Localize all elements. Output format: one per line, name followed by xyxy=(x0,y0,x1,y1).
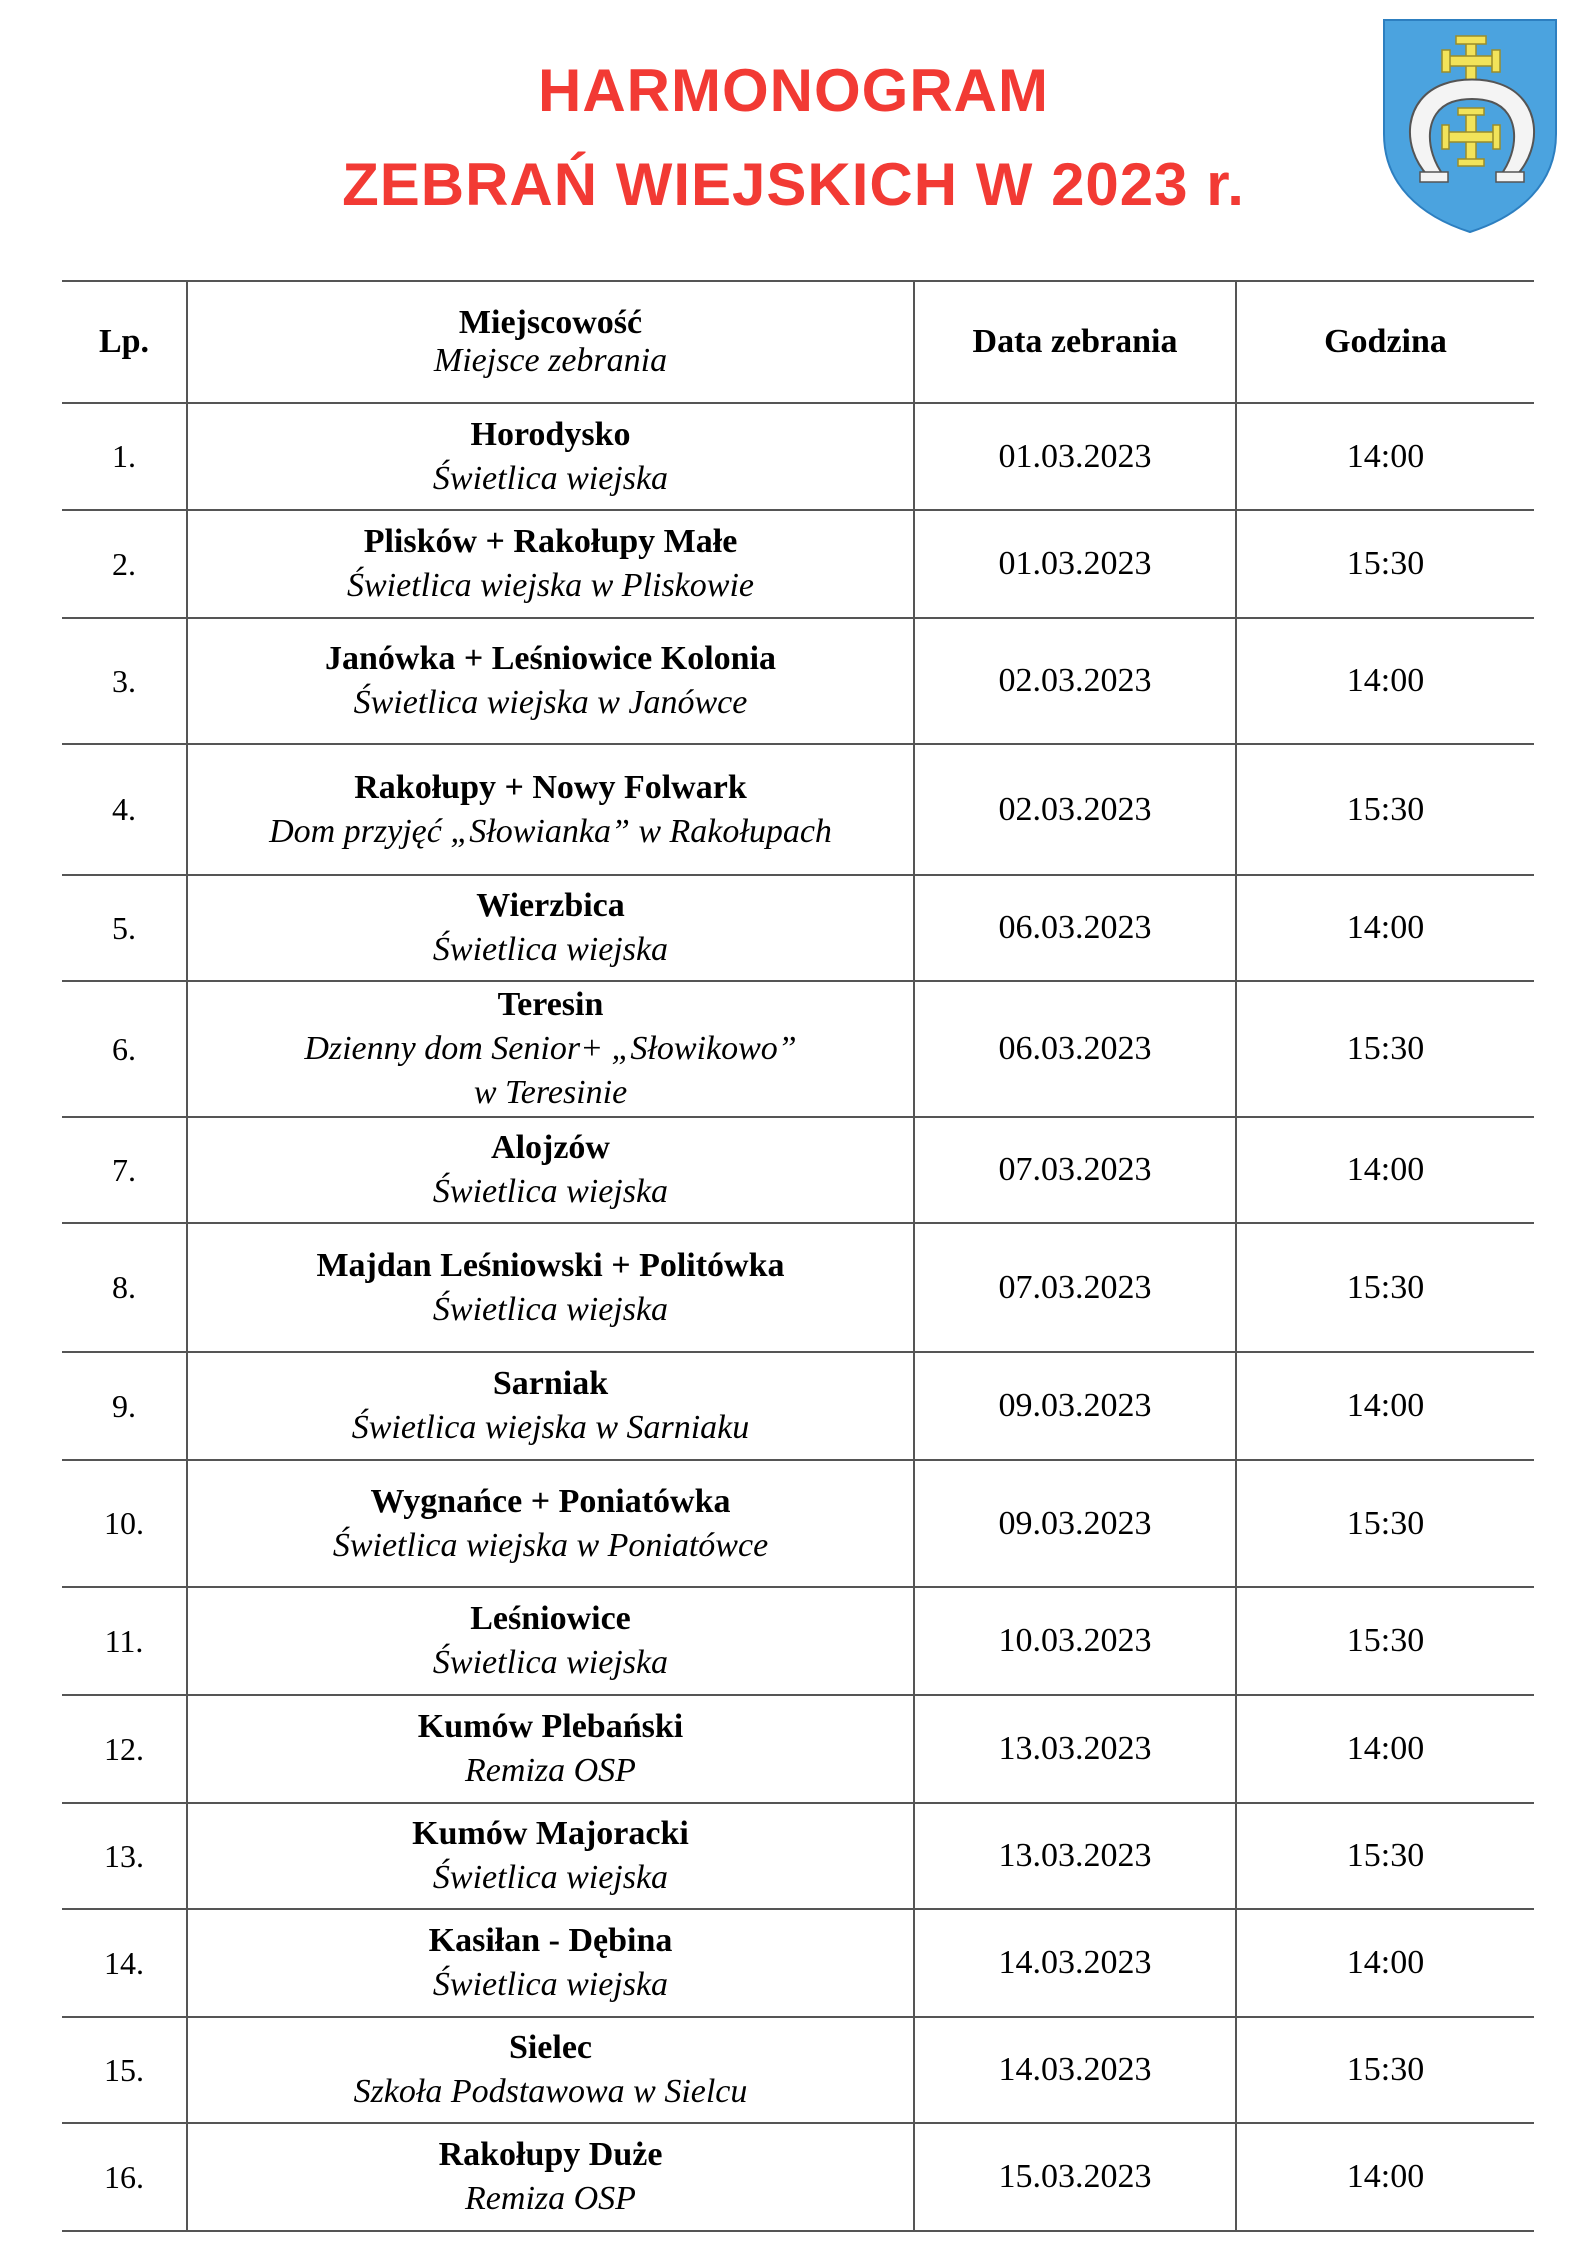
row-date: 10.03.2023 xyxy=(914,1587,1236,1695)
table-header-row xyxy=(62,281,1534,403)
row-lp: 14. xyxy=(62,1909,187,2017)
row-time: 15:30 xyxy=(1236,510,1534,618)
row-place xyxy=(187,981,914,1117)
table-row xyxy=(62,1587,1534,1695)
table-row xyxy=(62,1460,1534,1587)
header-time: Godzina xyxy=(1236,281,1534,403)
header-date: Data zebrania xyxy=(914,281,1236,403)
row-date: 02.03.2023 xyxy=(914,618,1236,744)
place-name: Sielec xyxy=(508,2029,593,2066)
place-name: Alojzów xyxy=(491,1129,610,1166)
place-name: Majdan Leśniowski + Politówka xyxy=(316,1246,785,1284)
schedule-table xyxy=(62,280,1534,2232)
place-location: Świetlica wiejska xyxy=(432,459,669,497)
row-date: 07.03.2023 xyxy=(914,1117,1236,1223)
place-name: Kasiłan - Dębina xyxy=(428,1922,673,1959)
row-time: 15:30 xyxy=(1236,981,1534,1117)
row-time: 14:00 xyxy=(1236,1352,1534,1460)
table-row xyxy=(62,2017,1534,2123)
place-location: Świetlica wiejska xyxy=(432,1173,669,1210)
place-location: Dzienny dom Senior+ „Słowikowo” xyxy=(304,1030,797,1067)
row-place xyxy=(187,1223,914,1352)
place-name: Leśniowice xyxy=(470,1600,631,1637)
place-location: Świetlica wiejska w Pliskowie xyxy=(346,567,754,604)
row-lp: 9. xyxy=(62,1352,187,1460)
place-location: Świetlica wiejska xyxy=(432,931,669,968)
row-time: 15:30 xyxy=(1236,1223,1534,1352)
place-location: Świetlica wiejska w Sarniaku xyxy=(351,1409,750,1446)
table-row xyxy=(62,981,1534,1117)
place-name: Kumów Majoracki xyxy=(412,1815,689,1852)
row-time: 14:00 xyxy=(1236,2123,1534,2231)
row-lp: 6. xyxy=(62,981,187,1117)
row-lp: 8. xyxy=(62,1223,187,1352)
place-location: Świetlica wiejska xyxy=(432,1290,669,1328)
row-place xyxy=(187,1460,914,1587)
place-name: Rakołupy + Nowy Folwark xyxy=(354,768,747,806)
place-location: Świetlica wiejska w Poniatówce xyxy=(332,1526,769,1564)
row-date: 01.03.2023 xyxy=(914,403,1236,510)
header-place xyxy=(187,281,914,403)
place-location: Dom przyjęć „Słowianka” w Rakołupach xyxy=(269,812,832,850)
row-date: 15.03.2023 xyxy=(914,2123,1236,2231)
row-date: 02.03.2023 xyxy=(914,744,1236,875)
row-place xyxy=(187,1695,914,1803)
row-lp: 12. xyxy=(62,1695,187,1803)
row-lp: 10. xyxy=(62,1460,187,1587)
place-location: Świetlica wiejska xyxy=(432,1644,669,1681)
row-date: 09.03.2023 xyxy=(914,1460,1236,1587)
row-place xyxy=(187,2017,914,2123)
row-date: 13.03.2023 xyxy=(914,1695,1236,1803)
table-row xyxy=(62,1117,1534,1223)
row-lp: 2. xyxy=(62,510,187,618)
table-row xyxy=(62,1803,1534,1909)
row-place xyxy=(187,1909,914,2017)
table-row xyxy=(62,1223,1534,1352)
row-place xyxy=(187,1352,914,1460)
place-name: Rakołupy Duże xyxy=(438,2136,663,2173)
table-row xyxy=(62,510,1534,618)
table-row xyxy=(62,1695,1534,1803)
row-date: 06.03.2023 xyxy=(914,981,1236,1117)
row-time: 15:30 xyxy=(1236,1587,1534,1695)
row-date: 14.03.2023 xyxy=(914,2017,1236,2123)
place-location: Świetlica wiejska xyxy=(432,1966,669,2003)
table-row xyxy=(62,403,1534,510)
place-name: Wierzbica xyxy=(476,887,625,924)
row-lp: 1. xyxy=(62,403,187,510)
place-location: Remiza OSP xyxy=(465,1752,636,1789)
row-lp: 5. xyxy=(62,875,187,981)
row-time: 15:30 xyxy=(1236,1803,1534,1909)
row-lp: 16. xyxy=(62,2123,187,2231)
row-time: 14:00 xyxy=(1236,1117,1534,1223)
row-place xyxy=(187,1117,914,1223)
table-row xyxy=(62,1352,1534,1460)
page-title xyxy=(0,44,1587,232)
place-location: Świetlica wiejska xyxy=(432,1859,669,1896)
title-line-2: ZEBRAŃ WIEJSKICH W 2023 r. xyxy=(342,151,1245,218)
row-date: 14.03.2023 xyxy=(914,1909,1236,2017)
place-location: Świetlica wiejska w Janówce xyxy=(353,684,748,721)
row-date: 06.03.2023 xyxy=(914,875,1236,981)
header-place-subtitle: Miejsce zebrania xyxy=(433,342,668,379)
row-place xyxy=(187,510,914,618)
row-date: 01.03.2023 xyxy=(914,510,1236,618)
row-place xyxy=(187,618,914,744)
row-lp: 15. xyxy=(62,2017,187,2123)
place-location: Szkoła Podstawowa w Sielcu xyxy=(353,2073,748,2110)
place-location: Remiza OSP xyxy=(465,2180,636,2217)
row-time: 14:00 xyxy=(1236,1695,1534,1803)
header-place-title: Miejscowość xyxy=(458,304,643,341)
row-time: 14:00 xyxy=(1236,1909,1534,2017)
row-time: 15:30 xyxy=(1236,744,1534,875)
row-lp: 4. xyxy=(62,744,187,875)
row-date: 13.03.2023 xyxy=(914,1803,1236,1909)
row-lp: 11. xyxy=(62,1587,187,1695)
place-name: Teresin xyxy=(497,986,604,1023)
header-lp: Lp. xyxy=(62,281,187,403)
place-name: Horodysko xyxy=(470,415,631,453)
table-row xyxy=(62,2123,1534,2231)
row-place xyxy=(187,875,914,981)
row-time: 15:30 xyxy=(1236,2017,1534,2123)
title-line-1: HARMONOGRAM xyxy=(538,57,1049,124)
table-row xyxy=(62,875,1534,981)
row-place xyxy=(187,403,914,510)
row-place xyxy=(187,1803,914,1909)
row-time: 14:00 xyxy=(1236,618,1534,744)
row-place xyxy=(187,744,914,875)
place-name: Janówka + Leśniowice Kolonia xyxy=(324,640,777,677)
table-row xyxy=(62,618,1534,744)
row-lp: 7. xyxy=(62,1117,187,1223)
row-lp: 13. xyxy=(62,1803,187,1909)
table-row xyxy=(62,744,1534,875)
place-name: Plisków + Rakołupy Małe xyxy=(363,523,738,560)
row-lp: 3. xyxy=(62,618,187,744)
row-time: 14:00 xyxy=(1236,875,1534,981)
table-row xyxy=(62,1909,1534,2017)
place-name: Sarniak xyxy=(492,1365,609,1402)
row-date: 09.03.2023 xyxy=(914,1352,1236,1460)
row-place xyxy=(187,2123,914,2231)
place-name: Wygnańce + Poniatówka xyxy=(370,1482,731,1520)
coat-of-arms-icon xyxy=(1380,16,1560,236)
row-place xyxy=(187,1587,914,1695)
place-location-line-2: w Teresinie xyxy=(473,1074,628,1111)
row-time: 14:00 xyxy=(1236,403,1534,510)
row-time: 15:30 xyxy=(1236,1460,1534,1587)
place-name: Kumów Plebański xyxy=(417,1708,684,1745)
row-date: 07.03.2023 xyxy=(914,1223,1236,1352)
